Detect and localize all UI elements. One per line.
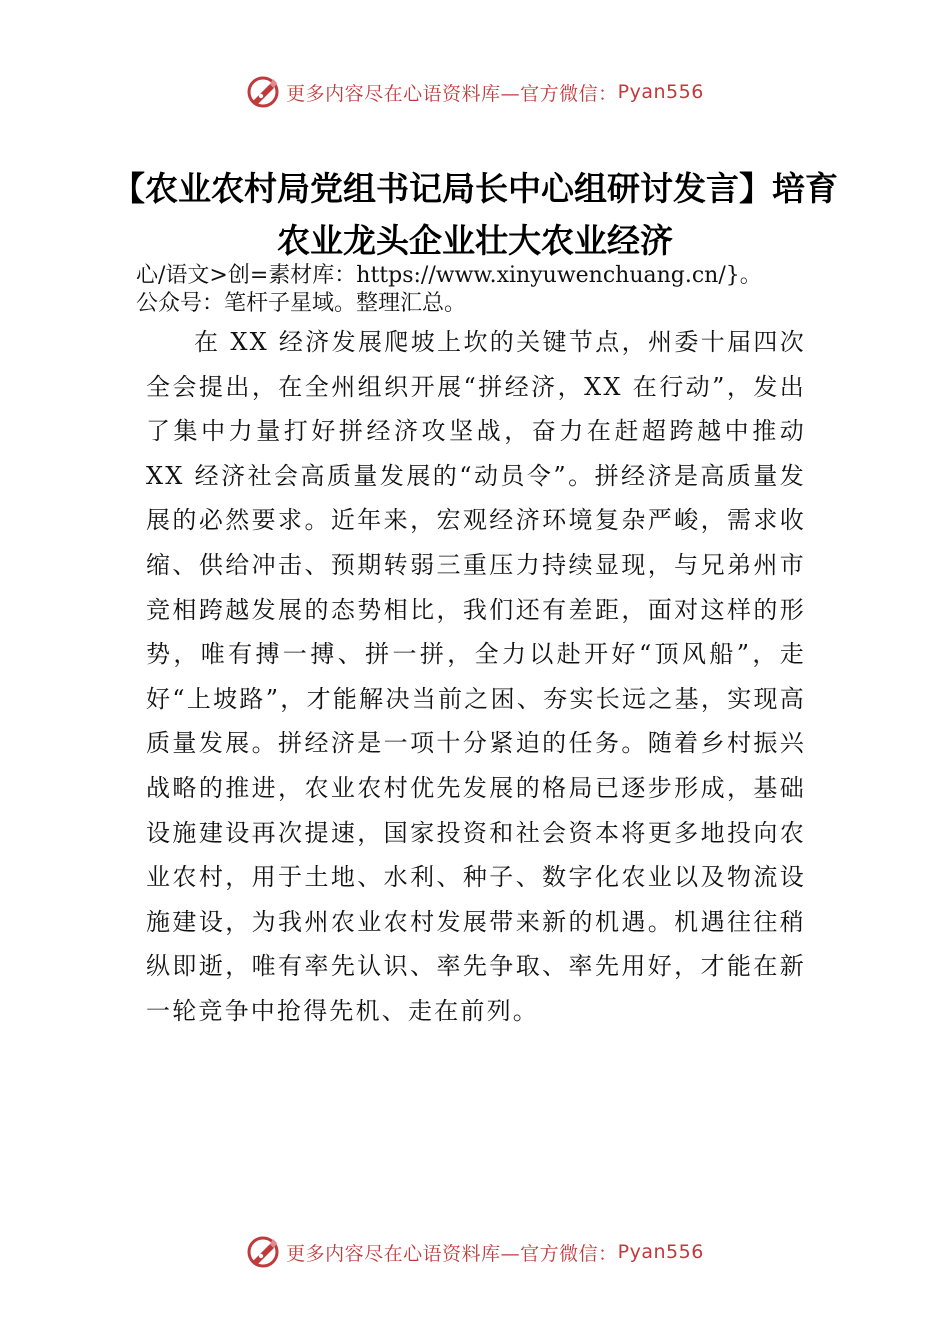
header-banner-text: 更多内容尽在心语资料库—官方微信： xyxy=(286,82,618,105)
header-wechat-id: Pyan556 xyxy=(617,81,704,103)
pen-nib-seal-icon xyxy=(246,1235,280,1269)
document-title: 【农业农村局党组书记局长中心组研讨发言】培育农业龙头企业壮大农业经济 xyxy=(112,169,838,260)
header-banner xyxy=(0,72,950,112)
public-account-line: 公众号：笔杆子星域。整理汇总。 xyxy=(136,291,467,316)
pen-nib-seal-icon xyxy=(246,75,280,109)
source-line: 心/语文>创=素材库：https://www.xinyuwenchuang.cn/}。 xyxy=(136,263,762,288)
footer-banner-text: 更多内容尽在心语资料库—官方微信： xyxy=(286,1242,618,1265)
footer-wechat-id: Pyan556 xyxy=(617,1241,704,1263)
body-paragraph: 在 XX 经济发展爬坡上坎的关键节点，州委十届四次全会提出，在全州组织开展“拼经济，XX 在行动”，发出了集中力量打好拼经济攻坚战，奋力在赶超跨越中推动XX 经济社会高质量发展的“动员令”。拼经济是高质量发展的必然要求。近年来，宏观经济环境复杂严峻，需求收缩、供给冲击、预期转弱三重压力持续显现，与兄弟州市竞相跨越发展的态势相比，我们还有差距，面对这样的形势，唯有搏一搏、拼一拼，全力以赴开好“顶风船”，走好“上坡路”，才能解决当前之困、夯实长远之基，实现高质量发展。拼经济是一项十分紧迫的任务。随着乡村振兴战略的推进，农业农村优先发展的格局已逐步形成，基础设施建设再次提速，国家投资和社会资本将更多地投向农业农村，用于土地、水利、种子、数字化农业以及物流设施建设，为我州农业农村发展带来新的机遇。机遇往往稍纵即逝，唯有率先认识、率先争取、率先用好，才能在新一轮竞争中抢得先机、走在前列。 xyxy=(146,328,806,1025)
footer-banner xyxy=(0,1232,950,1272)
